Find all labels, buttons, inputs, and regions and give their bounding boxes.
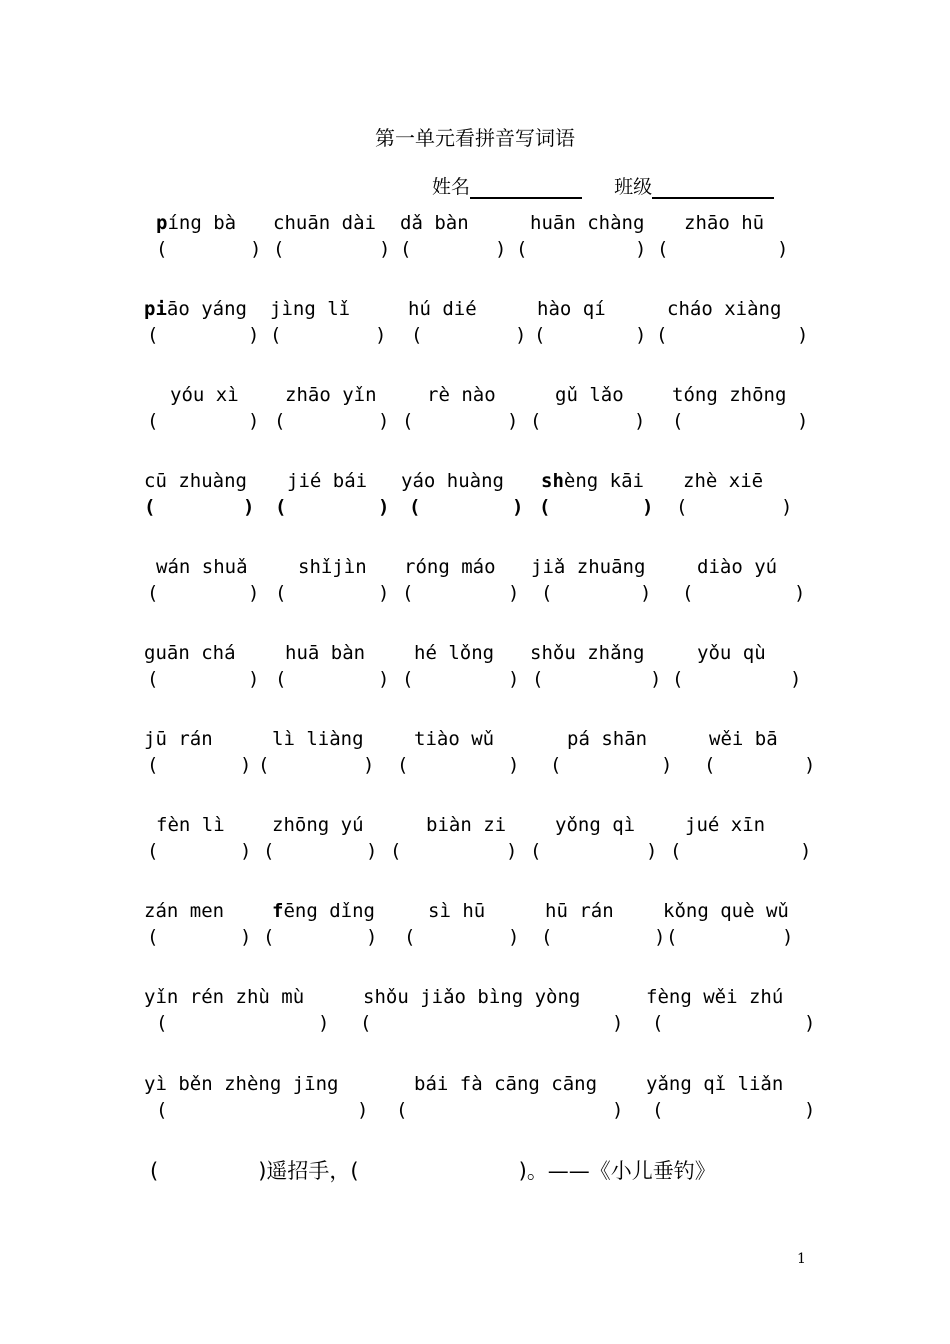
answer-paren-close: ) [790, 668, 802, 690]
pinyin-word [404, 556, 496, 578]
pinyin-word [426, 814, 506, 836]
pinyin-text: shǐjìn [298, 556, 367, 578]
answer-paren-open: ( [672, 668, 684, 690]
pinyin-text: bái fà cāng cāng [414, 1073, 598, 1095]
answer-blank[interactable] [416, 582, 508, 606]
answer-blank[interactable] [548, 324, 635, 348]
pinyin-word [170, 384, 239, 406]
answer-paren-close: ) [797, 324, 809, 346]
pinyin-text: pá shān [567, 728, 648, 750]
class-label: 班级 [614, 176, 653, 198]
pinyin-word [144, 728, 213, 750]
pinyin-text: āo yáng [166, 298, 247, 320]
answer-paren-open: ( [275, 668, 287, 690]
pinyin-text: yǒng qì [555, 814, 636, 836]
pinyin-text: jìng lǐ [270, 298, 351, 320]
pinyin-text: íng bà [167, 212, 237, 234]
answer-blank[interactable] [553, 496, 642, 520]
answer-paren-open: ( [404, 926, 416, 948]
answer-blank[interactable] [686, 668, 790, 692]
answer-paren-close: ) [378, 668, 390, 690]
answer-blank[interactable] [425, 324, 515, 348]
pinyin-word [298, 556, 367, 578]
pinyin-text: dǎ bàn [400, 212, 469, 234]
exercise-row [0, 212, 950, 272]
answer-paren-close: ) [646, 840, 658, 862]
pinyin-word [401, 470, 504, 492]
pinyin-bold-prefix: sh [541, 470, 564, 492]
pinyin-text: tóng zhōng [672, 384, 787, 406]
answer-paren-open: ( [409, 496, 421, 518]
pinyin-bold-prefix: f [272, 900, 284, 922]
answer-paren-open: ( [156, 238, 168, 260]
pinyin-word [684, 212, 764, 234]
answer-blank[interactable] [544, 840, 646, 864]
pinyin-word [685, 814, 765, 836]
answer-blank[interactable] [161, 754, 240, 778]
pinyin-text: róng máo [404, 556, 496, 578]
poem-paren-open: ( [150, 1159, 159, 1183]
answer-paren-close: ) [508, 668, 520, 690]
pinyin-text: shǒu jiǎo bìng yòng [363, 986, 581, 1008]
pinyin-text: yóu xì [170, 384, 239, 406]
pinyin-text: hào qí [537, 298, 606, 320]
answer-paren-open: ( [670, 840, 682, 862]
pinyin-text: zhāo yǐn [285, 384, 377, 406]
pinyin-word [144, 642, 236, 664]
answer-paren-close: ) [495, 238, 507, 260]
answer-paren-close: ) [240, 840, 252, 862]
answer-blank[interactable] [416, 668, 508, 692]
answer-paren-open: ( [652, 1099, 664, 1121]
pinyin-word [537, 298, 606, 320]
answer-paren-open: ( [390, 840, 402, 862]
pinyin-text: jiǎ zhuāng [531, 556, 646, 578]
pinyin-word [683, 470, 763, 492]
pinyin-word [414, 728, 494, 750]
pinyin-text: shǒu zhǎng [530, 642, 645, 664]
answer-blank[interactable] [161, 410, 248, 434]
answer-blank[interactable] [272, 754, 363, 778]
answer-paren-open: ( [411, 324, 423, 346]
pinyin-text: wán shuǎ [156, 556, 248, 578]
answer-paren-close: ) [248, 410, 260, 432]
answer-paren-close: ) [240, 926, 252, 948]
pinyin-word [697, 642, 766, 664]
pinyin-text: zhōng yú [272, 814, 364, 836]
pinyin-word [555, 384, 624, 406]
answer-blank[interactable] [555, 926, 654, 950]
pinyin-word [427, 384, 496, 406]
pinyin-word [363, 986, 580, 1008]
pinyin-word [541, 470, 644, 492]
exercise-row [0, 470, 950, 530]
pinyin-word [273, 212, 376, 234]
answer-paren-close: ) [506, 840, 518, 862]
pinyin-text: yǐn rén zhù mù [144, 986, 305, 1008]
answer-paren-close: ) [508, 754, 520, 776]
answer-paren-close: ) [800, 840, 812, 862]
pinyin-word [144, 986, 304, 1008]
answer-paren-close: ) [642, 496, 654, 518]
answer-paren-open: ( [144, 496, 156, 518]
pinyin-text: jué xīn [685, 814, 766, 836]
answer-paren-open: ( [516, 238, 528, 260]
pinyin-text: yì běn zhèng jīng [144, 1073, 339, 1095]
pinyin-word [646, 1073, 783, 1095]
answer-paren-open: ( [147, 582, 159, 604]
pinyin-word [144, 900, 224, 922]
answer-blank[interactable] [546, 668, 650, 692]
answer-paren-open: ( [657, 238, 669, 260]
answer-paren-open: ( [539, 496, 551, 518]
exercise-row [0, 814, 950, 874]
answer-paren-close: ) [248, 324, 260, 346]
pinyin-text: yáo huàng [401, 470, 504, 492]
pinyin-word [156, 814, 225, 836]
pinyin-text: zán men [144, 900, 225, 922]
pinyin-word [567, 728, 647, 750]
answer-blank[interactable] [288, 410, 378, 434]
pinyin-text: sì hū [428, 900, 486, 922]
pinyin-word [646, 986, 783, 1008]
answer-paren-close: ) [650, 668, 662, 690]
answer-paren-close: ) [797, 410, 809, 432]
pinyin-text: ēng dǐng [283, 900, 375, 922]
answer-paren-open: ( [550, 754, 562, 776]
answer-blank[interactable] [161, 840, 240, 864]
pinyin-word [272, 900, 375, 922]
answer-blank[interactable] [666, 1099, 804, 1123]
answer-blank[interactable] [718, 754, 804, 778]
exercise-row [0, 384, 950, 444]
exercise-row [0, 728, 950, 788]
pinyin-word [287, 470, 367, 492]
pinyin-text: fèng wěi zhú [646, 986, 784, 1008]
answer-paren-close: ) [507, 410, 519, 432]
answer-paren-open: ( [263, 840, 275, 862]
poem-line [150, 1155, 716, 1185]
pinyin-text: hū rán [545, 900, 614, 922]
pinyin-text: èng kāi [563, 470, 644, 492]
answer-paren-close: ) [515, 324, 527, 346]
answer-blank[interactable] [414, 238, 495, 262]
pinyin-word [156, 212, 236, 234]
answer-paren-open: ( [397, 754, 409, 776]
pinyin-word [272, 728, 364, 750]
answer-paren-open: ( [147, 840, 159, 862]
pinyin-bold-prefix: p [156, 212, 168, 234]
name-class-line [432, 172, 774, 199]
pinyin-word [545, 900, 614, 922]
answer-paren-close: ) [794, 582, 806, 604]
answer-paren-open: ( [704, 754, 716, 776]
answer-paren-close: ) [378, 496, 390, 518]
pinyin-text: rè nào [427, 384, 496, 406]
answer-blank[interactable] [277, 840, 366, 864]
exercise-row [0, 298, 950, 358]
answer-paren-open: ( [360, 1012, 372, 1034]
answer-paren-open: ( [672, 410, 684, 432]
pinyin-word [530, 212, 644, 234]
answer-paren-open: ( [656, 324, 668, 346]
answer-paren-close: ) [635, 324, 647, 346]
answer-paren-close: ) [782, 926, 794, 948]
answer-blank[interactable] [277, 926, 366, 950]
answer-blank[interactable] [289, 582, 378, 606]
answer-paren-open: ( [147, 754, 159, 776]
answer-paren-open: ( [652, 1012, 664, 1034]
pinyin-text: chuān dài [273, 212, 376, 234]
pinyin-word [697, 556, 777, 578]
name-field[interactable] [470, 173, 582, 199]
answer-paren-close: ) [366, 840, 378, 862]
answer-blank[interactable] [284, 324, 375, 348]
exercise-row [0, 1073, 950, 1133]
answer-paren-open: ( [156, 1099, 168, 1121]
answer-paren-open: ( [400, 238, 412, 260]
pinyin-text: huā bàn [285, 642, 366, 664]
answer-paren-open: ( [530, 840, 542, 862]
answer-paren-open: ( [541, 582, 553, 604]
answer-paren-open: ( [534, 324, 546, 346]
answer-paren-close: ) [250, 238, 262, 260]
page-number: 1 [797, 1251, 806, 1267]
answer-paren-open: ( [396, 1099, 408, 1121]
pinyin-word [672, 384, 786, 406]
pinyin-text: lì liàng [272, 728, 364, 750]
pinyin-text: kǒng què wǔ [663, 900, 789, 922]
answer-blank[interactable] [530, 238, 635, 262]
answer-paren-close: ) [661, 754, 673, 776]
answer-paren-open: ( [541, 926, 553, 948]
answer-paren-close: ) [379, 238, 391, 260]
answer-blank[interactable] [161, 582, 248, 606]
answer-paren-open: ( [274, 410, 286, 432]
answer-blank[interactable] [374, 1012, 612, 1036]
answer-paren-open: ( [270, 324, 282, 346]
answer-paren-open: ( [147, 668, 159, 690]
pinyin-text: hú dié [408, 298, 477, 320]
answer-blank[interactable] [696, 582, 794, 606]
pinyin-word [156, 556, 248, 578]
answer-paren-open: ( [275, 496, 287, 518]
answer-paren-open: ( [682, 582, 694, 604]
answer-paren-open: ( [402, 410, 414, 432]
pinyin-word [667, 298, 781, 320]
exercise-row [0, 986, 950, 1046]
answer-paren-close: ) [357, 1099, 369, 1121]
answer-blank[interactable] [670, 324, 797, 348]
answer-blank[interactable] [161, 324, 248, 348]
pinyin-word [408, 298, 477, 320]
pinyin-word [428, 900, 485, 922]
answer-blank[interactable] [686, 410, 797, 434]
answer-paren-open: ( [532, 668, 544, 690]
answer-paren-open: ( [275, 582, 287, 604]
pinyin-text: cháo xiàng [667, 298, 782, 320]
answer-blank[interactable] [690, 496, 781, 520]
answer-paren-close: ) [248, 668, 260, 690]
pinyin-word [272, 814, 364, 836]
answer-paren-close: ) [243, 496, 255, 518]
pinyin-word [530, 642, 644, 664]
pinyin-text: hé lǒng [414, 642, 495, 664]
answer-paren-open: ( [402, 668, 414, 690]
answer-blank[interactable] [170, 1012, 318, 1036]
pinyin-text: zhè xiē [683, 470, 764, 492]
answer-paren-open: ( [402, 582, 414, 604]
answer-paren-close: ) [378, 582, 390, 604]
exercise-row [0, 556, 950, 616]
answer-paren-close: ) [240, 754, 252, 776]
class-field[interactable] [652, 173, 774, 199]
pinyin-word [414, 1073, 597, 1095]
pinyin-text: guān chá [144, 642, 236, 664]
answer-paren-close: ) [512, 496, 524, 518]
poem-paren-close: ) [258, 1159, 267, 1183]
answer-paren-close: ) [654, 926, 666, 948]
answer-blank[interactable] [170, 1099, 357, 1123]
pinyin-text: fèn lì [156, 814, 225, 836]
answer-paren-close: ) [508, 582, 520, 604]
answer-paren-close: ) [378, 410, 390, 432]
pinyin-text: jū rán [144, 728, 213, 750]
pinyin-word [555, 814, 635, 836]
exercise-row [0, 900, 950, 960]
name-label: 姓名 [432, 176, 471, 198]
answer-paren-close: ) [248, 582, 260, 604]
answer-blank[interactable] [544, 410, 634, 434]
pinyin-text: wěi bā [709, 728, 778, 750]
answer-paren-close: ) [508, 926, 520, 948]
answer-paren-open: ( [147, 926, 159, 948]
answer-paren-open: ( [263, 926, 275, 948]
answer-paren-close: ) [804, 1012, 816, 1034]
pinyin-text: cū zhuàng [144, 470, 247, 492]
answer-blank[interactable] [158, 496, 243, 520]
answer-paren-close: ) [781, 496, 793, 518]
answer-paren-close: ) [612, 1099, 624, 1121]
pinyin-text: yǒu qù [697, 642, 766, 664]
answer-paren-open: ( [147, 410, 159, 432]
pinyin-word [144, 1073, 338, 1095]
answer-blank[interactable] [423, 496, 512, 520]
answer-blank[interactable] [564, 754, 661, 778]
answer-paren-open: ( [666, 926, 678, 948]
answer-paren-close: ) [634, 410, 646, 432]
pinyin-text: biàn zi [426, 814, 507, 836]
exercise-row [0, 642, 950, 702]
pinyin-word [663, 900, 789, 922]
pinyin-word [144, 298, 247, 320]
answer-paren-close: ) [366, 926, 378, 948]
answer-paren-close: ) [635, 238, 647, 260]
answer-paren-close: ) [363, 754, 375, 776]
answer-blank[interactable] [289, 668, 378, 692]
worksheet-title: 第一单元看拼音写词语 [375, 126, 575, 150]
pinyin-word [709, 728, 778, 750]
answer-blank[interactable] [671, 238, 777, 262]
answer-blank[interactable] [680, 926, 782, 950]
answer-paren-open: ( [258, 754, 270, 776]
answer-paren-close: ) [804, 1099, 816, 1121]
poem-paren-close: ) [518, 1159, 527, 1183]
poem-text-1: 遥招手， [266, 1159, 351, 1183]
pinyin-word [285, 384, 377, 406]
answer-paren-close: ) [612, 1012, 624, 1034]
answer-blank[interactable] [289, 496, 378, 520]
answer-paren-open: ( [676, 496, 688, 518]
answer-blank[interactable] [287, 238, 379, 262]
answer-blank[interactable] [555, 582, 640, 606]
pinyin-word [285, 642, 365, 664]
answer-paren-open: ( [147, 324, 159, 346]
answer-paren-open: ( [273, 238, 285, 260]
pinyin-text: yǎng qǐ liǎn [646, 1073, 784, 1095]
pinyin-text: gǔ lǎo [555, 384, 624, 406]
answer-blank[interactable] [684, 840, 800, 864]
pinyin-text: zhāo hū [684, 212, 765, 234]
answer-paren-open: ( [156, 1012, 168, 1034]
answer-blank[interactable] [666, 1012, 804, 1036]
poem-paren-open: ( [350, 1159, 359, 1183]
pinyin-text: huān chàng [530, 212, 645, 234]
answer-paren-close: ) [375, 324, 387, 346]
answer-blank[interactable] [411, 754, 508, 778]
answer-paren-open: ( [530, 410, 542, 432]
pinyin-text: diào yú [697, 556, 778, 578]
pinyin-text: jié bái [287, 470, 368, 492]
pinyin-word [270, 298, 350, 320]
pinyin-word [400, 212, 469, 234]
answer-paren-close: ) [318, 1012, 330, 1034]
pinyin-word [531, 556, 645, 578]
answer-paren-close: ) [640, 582, 652, 604]
answer-blank[interactable] [410, 1099, 612, 1123]
answer-blank[interactable] [170, 238, 250, 262]
answer-paren-close: ) [804, 754, 816, 776]
pinyin-bold-prefix: pi [144, 298, 167, 320]
answer-blank[interactable] [418, 926, 508, 950]
pinyin-text: tiào wǔ [414, 728, 495, 750]
answer-blank[interactable] [404, 840, 506, 864]
poem-text-2: 。——《小儿垂钓》 [526, 1159, 716, 1183]
answer-blank[interactable] [416, 410, 507, 434]
pinyin-word [144, 470, 247, 492]
answer-blank[interactable] [161, 926, 240, 950]
pinyin-word [414, 642, 494, 664]
answer-paren-close: ) [777, 238, 789, 260]
answer-blank[interactable] [161, 668, 248, 692]
